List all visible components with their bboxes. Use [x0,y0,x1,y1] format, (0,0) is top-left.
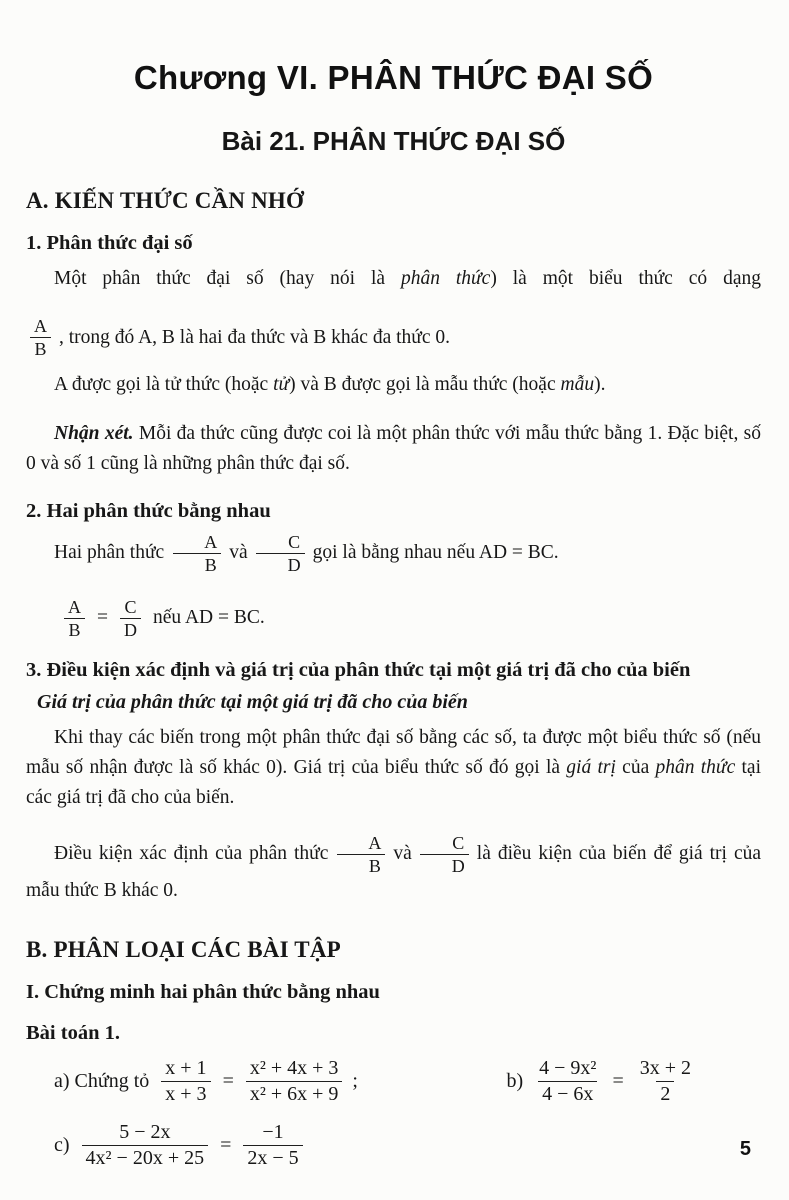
fraction-definition-line [26,314,761,362]
text-run: ). [594,373,606,395]
heading-type-i: I. Chứng minh hai phân thức bằng nhau [26,980,380,1003]
page-number: 5 [739,1138,751,1160]
fraction-denominator: D [120,618,141,640]
italic-term: mẫu [560,373,595,395]
paragraph-nhan-xet [26,419,761,479]
text-run: A được gọi là tử thức (hoặc [54,373,274,395]
text-run: tại các giá trị đã cho của biến. [26,757,761,808]
problem-c-lhs-fraction [82,1121,209,1170]
heading-3-dieu-kien-xac-dinh: 3. Điều kiện xác định và giá trị của phân thức tại một giá trị đã cho của biến [26,659,691,681]
fraction-numerator: 5 − 2x [119,1121,171,1143]
problem-b-lhs-fraction [535,1057,600,1106]
fraction-numerator: C [288,531,301,552]
text-run: ) là một biểu thức có dạng [490,268,761,289]
heading-1-phan-thuc-dai-so: 1. Phân thức đại số [26,232,193,254]
problem-b-label: b) [506,1070,524,1092]
heading-2-hai-phan-thuc-bang-nhau: 2. Hai phân thức bằng nhau [26,499,271,522]
fraction-denominator: 2x − 5 [243,1145,302,1170]
fraction-numerator: x² + 4x + 3 [249,1057,339,1079]
text-run: Khi thay các biến trong một phân thức đại số bằng các số, ta được một biểu thức số (nếu mẫu số nhận được là số khác 0). Giá trị của biểu thức số đó gọi là [26,727,761,778]
problem-c-rhs-fraction [243,1121,302,1170]
problem-a-label: a) Chứng tỏ [54,1070,150,1092]
equals-sign: = [220,1134,232,1156]
paragraph-definition [26,264,761,294]
fraction-denominator: D [420,854,469,876]
equation-AB-equals-CD [56,594,761,642]
fraction-denominator: x + 3 [161,1081,210,1106]
fraction-denominator: B [64,618,84,640]
paragraph-equal-fractions [26,532,761,575]
fraction-numerator: A [34,316,47,336]
equals-sign: = [612,1070,624,1092]
fraction-numerator: A [68,596,81,617]
problem-b-rhs-fraction [636,1057,695,1106]
fraction-A-over-B [30,316,51,359]
fraction-denominator: B [30,337,50,359]
text-run: của [615,757,656,778]
text-run: ) và B được gọi là mẫu thức (hoặc [289,373,561,395]
text-run: gọi là bằng nhau nếu AD = BC. [312,541,559,563]
problem-a-lhs-fraction [161,1057,210,1106]
text-run: Một phân thức đại số (hay nói là [54,268,401,289]
punctuation: ; [352,1070,358,1092]
fraction-numerator: C [124,596,137,617]
text-run: , trong đó A, B là hai đa thức và B khác đa thức 0. [59,326,451,348]
equals-sign: = [222,1070,234,1092]
section-b-heading: B. PHÂN LOẠI CÁC BÀI TẬP [26,936,341,962]
paragraph-gia-tri [26,723,761,813]
italic-term: phân thức [655,757,736,778]
fraction-A-over-B [64,597,85,640]
fraction-numerator: x + 1 [165,1057,207,1079]
chapter-title: Chương VI. PHÂN THỨC ĐẠI SỐ [133,59,654,96]
fraction-denominator: D [256,553,305,575]
italic-term: giá trị [566,757,616,778]
fraction-numerator: A [368,832,382,853]
section-a-heading: A. KIẾN THỨC CẦN NHỚ [26,188,305,213]
text-run: Hai phân thức [54,541,165,563]
fraction-C-over-D [256,532,305,575]
text-run: và [229,541,248,563]
problem-row-a-b [26,1054,761,1110]
fraction-denominator: B [173,553,221,575]
fraction-denominator: 2 [656,1081,674,1106]
text-run: và [393,842,412,864]
fraction-numerator: 3x + 2 [639,1057,691,1079]
problem-1-title: Bài toán 1. [26,1021,120,1044]
fraction-denominator: x² + 6x + 9 [246,1081,343,1106]
fraction-C-over-D [420,833,469,876]
text-run: Điều kiện xác định của phân thức [54,842,329,864]
fraction-denominator: 4 − 6x [538,1081,597,1106]
problem-b [506,1057,703,1106]
paragraph-tu-thuc-mau-thuc [26,370,761,400]
problem-a [54,1057,358,1106]
fraction-numerator: A [204,531,218,552]
problem-a-rhs-fraction [246,1057,343,1106]
italic-term: phân thức [400,268,491,289]
text-run: là điều kiện của biến để giá trị của mẫu thức B khác 0. [26,842,761,901]
text-run: nếu AD = BC. [153,607,265,628]
problem-c [54,1121,311,1170]
fraction-numerator: 4 − 9x² [539,1057,597,1079]
note-lead: Nhận xét. [54,423,134,444]
fraction-A-over-B [172,532,221,575]
italic-term: tử [273,373,290,395]
fraction-numerator: −1 [262,1121,284,1143]
subheading-gia-tri-phan-thuc: Giá trị của phân thức tại một giá trị đã cho của biến [37,691,468,713]
problem-row-c [26,1118,761,1174]
equals-sign: = [97,607,108,628]
paragraph-dieu-kien-xac-dinh [26,833,761,906]
fraction-numerator: C [452,832,465,853]
lesson-title: Bài 21. PHÂN THỨC ĐẠI SỐ [221,126,566,156]
fraction-C-over-D [120,597,141,640]
text-run: Mỗi đa thức cũng được coi là một phân thức với mẫu thức bằng 1. Đặc biệt, số 0 và số 1 cũng là những phân thức đại số. [26,423,761,474]
fraction-denominator: 4x² − 20x + 25 [82,1145,209,1170]
fraction-A-over-B [336,833,385,876]
problem-c-label: c) [54,1134,70,1156]
fraction-denominator: B [337,854,385,876]
